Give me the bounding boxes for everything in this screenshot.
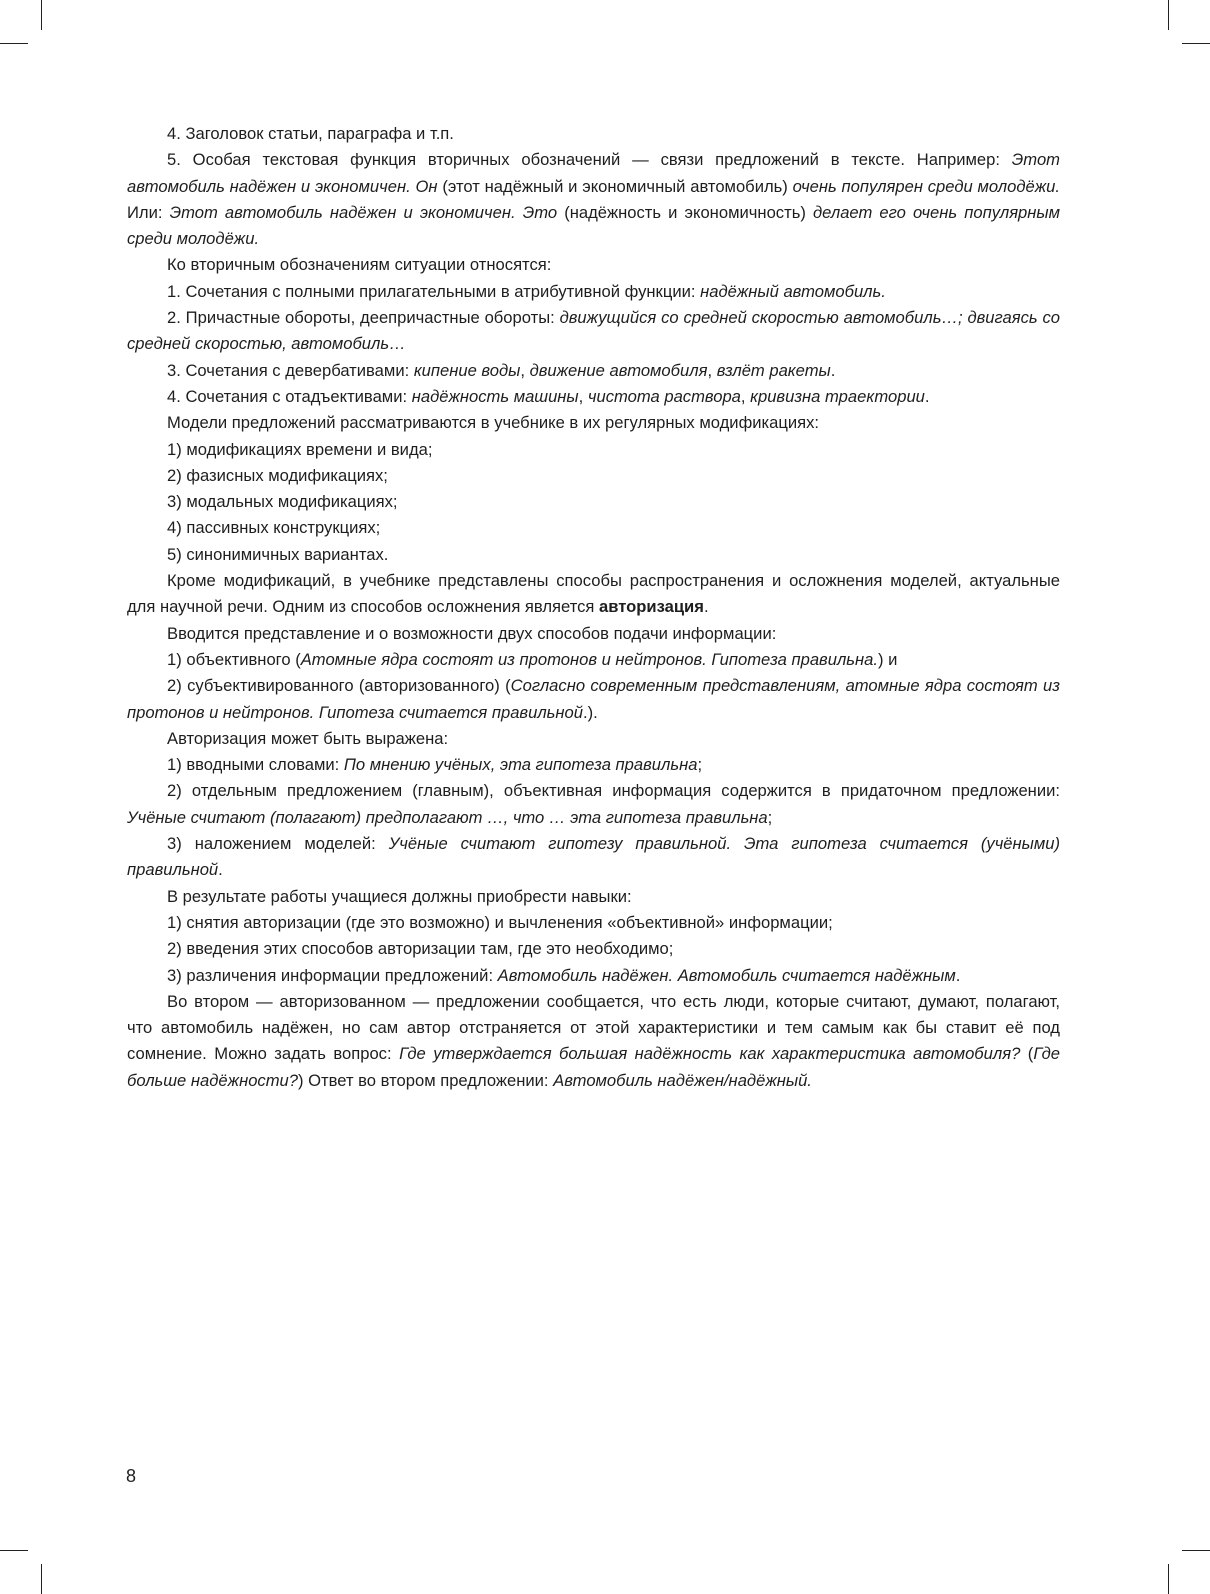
italic-example: очень популярен среди молодёжи. bbox=[792, 176, 1060, 196]
bold-term: авторизация bbox=[599, 597, 704, 617]
text-run: 4. Сочетания с отадъективами: bbox=[167, 386, 412, 406]
italic-example: надёжность машины bbox=[411, 386, 579, 406]
paragraph bbox=[127, 989, 1060, 1094]
text-run: , bbox=[707, 360, 717, 380]
text-run: 2) отдельным предложением (главным), объективная информация содержится в придаточном предложении: bbox=[167, 781, 1060, 801]
paragraph bbox=[127, 279, 1060, 305]
text-run: ; bbox=[697, 755, 703, 775]
paragraph bbox=[127, 673, 1060, 726]
text-run: Авторизация может быть выражена: bbox=[167, 728, 449, 748]
text-run: 1) объективного ( bbox=[167, 649, 301, 669]
text-run: (этот надёжный и экономичный автомобиль) bbox=[437, 176, 793, 196]
text-run: . bbox=[703, 597, 709, 617]
italic-example: надёжный автомобиль. bbox=[700, 281, 886, 301]
paragraph bbox=[127, 358, 1060, 384]
text-run: 2. Причастные обороты, деепричастные обороты: bbox=[167, 308, 560, 328]
paragraph bbox=[127, 621, 1060, 647]
italic-example: Где больше надёжности? bbox=[127, 1044, 1061, 1090]
italic-example: делает его очень популярным среди молодёжи. bbox=[127, 202, 1060, 249]
crop-mark bbox=[1168, 1564, 1169, 1594]
text-run: В результате работы учащиеся должны приобрести навыки: bbox=[167, 886, 632, 906]
paragraph bbox=[127, 515, 1060, 541]
paragraph bbox=[127, 726, 1060, 752]
text-run: (надёжность и экономичность) bbox=[557, 202, 813, 222]
text-run: 2) субъективированного (авторизованного) ( bbox=[167, 676, 511, 696]
crop-mark bbox=[1168, 0, 1169, 30]
text-run: 4) пассивных конструкциях; bbox=[167, 518, 381, 538]
text-run: Во втором — авторизованном — предложении сообщается, что есть люди, которые считают, думают, полагают, что автомобиль надёжен, но сам автор отстраняется от этой характеристики и тем самым как бы ставит её под сомнение. Можно задать вопрос: bbox=[127, 991, 1060, 1064]
text-run: Вводится представление и о возможности двух способов подачи информации: bbox=[167, 623, 777, 643]
italic-example: Этот автомобиль надёжен и экономичен. Он bbox=[127, 150, 1060, 196]
text-run: ) и bbox=[878, 649, 898, 669]
paragraph bbox=[127, 963, 1060, 989]
italic-example: Атомные ядра состоят из протонов и нейтронов. Гипотеза правильна. bbox=[300, 649, 878, 669]
paragraph bbox=[127, 305, 1060, 358]
italic-example: кривизна траектории bbox=[750, 386, 925, 406]
text-run: 3) модальных модификациях; bbox=[167, 492, 398, 512]
text-run: . bbox=[955, 965, 961, 985]
text-run: , bbox=[578, 386, 588, 406]
paragraph bbox=[127, 410, 1060, 436]
paragraph bbox=[127, 910, 1060, 936]
paragraph bbox=[127, 647, 1060, 673]
italic-example: движущийся со средней скоростью автомобиль…; двигаясь со средней скоростью, автомобиль… bbox=[127, 308, 1060, 354]
text-run: 5. Особая текстовая функция вторичных обозначений — связи предложений в тексте. Например: bbox=[167, 150, 1012, 170]
italic-example: Автомобиль надёжен/надёжный. bbox=[553, 1070, 812, 1090]
crop-mark bbox=[41, 0, 42, 30]
italic-example: Учёные считают (полагают) предполагают …, что … эта гипотеза правильна bbox=[127, 807, 768, 827]
text-run: 5) синонимичных вариантах. bbox=[167, 544, 389, 564]
text-run: 2) фазисных модификациях; bbox=[167, 465, 388, 485]
text-run: 1. Сочетания с полными прилагательными в атрибутивной функции: bbox=[167, 281, 701, 301]
body-text bbox=[127, 121, 1060, 1094]
crop-mark bbox=[41, 1564, 42, 1594]
paragraph bbox=[127, 437, 1060, 463]
paragraph bbox=[127, 542, 1060, 568]
paragraph bbox=[127, 884, 1060, 910]
paragraph bbox=[127, 384, 1060, 410]
paragraph bbox=[127, 568, 1060, 621]
italic-example: чистота раствора bbox=[587, 386, 741, 406]
text-run: ( bbox=[1020, 1044, 1034, 1064]
text-run: 1) вводными словами: bbox=[167, 755, 344, 775]
text-run: Или: bbox=[127, 202, 170, 222]
text-run: , bbox=[740, 386, 751, 406]
text-run: ) Ответ во втором предложении: bbox=[298, 1070, 554, 1090]
italic-example: кипение воды bbox=[413, 360, 521, 380]
text-run: . bbox=[924, 386, 930, 406]
text-run: 1) модификациях времени и вида; bbox=[167, 439, 433, 459]
italic-example: взлёт ракеты bbox=[716, 360, 831, 380]
text-run: 1) снятия авторизации (где это возможно) и вычленения «объективной» информации; bbox=[167, 912, 833, 932]
paragraph bbox=[127, 936, 1060, 962]
italic-example: Этот автомобиль надёжен и экономичен. Это bbox=[169, 202, 558, 222]
italic-example: движение автомобиля bbox=[529, 360, 708, 380]
paragraph bbox=[127, 463, 1060, 489]
crop-mark bbox=[0, 1550, 28, 1551]
text-run: .). bbox=[583, 702, 598, 722]
text-run: Модели предложений рассматриваются в учебнике в их регулярных модификациях: bbox=[167, 413, 820, 433]
text-run: Ко вторичным обозначениям ситуации относятся: bbox=[167, 255, 552, 275]
text-run: 2) введения этих способов авторизации там, где это необходимо; bbox=[167, 939, 674, 959]
text-run: ; bbox=[767, 807, 773, 827]
paragraph bbox=[127, 121, 1060, 147]
text-run: 4. Заголовок статьи, параграфа и т.п. bbox=[167, 124, 454, 143]
paragraph bbox=[127, 252, 1060, 278]
italic-example: Автомобиль надёжен. Автомобиль считается надёжным bbox=[497, 965, 956, 985]
text-run: Кроме модификаций, в учебнике представлены способы распространения и осложнения моделей, актуальные для научной речи. Одним из способов осложнения является bbox=[127, 571, 1060, 617]
italic-example: Согласно современным представлениям, атомные ядра состоят из протонов и нейтронов. Гипотеза считается правильной bbox=[127, 676, 1061, 722]
text-run: . bbox=[830, 360, 836, 380]
paragraph bbox=[127, 489, 1060, 515]
paragraph bbox=[127, 147, 1060, 252]
page-number: 8 bbox=[126, 1466, 137, 1486]
crop-mark bbox=[1182, 43, 1210, 44]
italic-example: Где утверждается большая надёжность как характеристика автомобиля? bbox=[399, 1044, 1021, 1064]
paragraph bbox=[127, 831, 1060, 884]
crop-mark bbox=[0, 43, 28, 44]
paragraph bbox=[127, 778, 1060, 831]
crop-mark bbox=[1182, 1550, 1210, 1551]
text-run: 3) различения информации предложений: bbox=[167, 965, 498, 985]
italic-example: По мнению учёных, эта гипотеза правильна bbox=[343, 755, 698, 775]
italic-example: Учёные считают гипотезу правильной. Эта гипотеза считается (учёными) правильной bbox=[127, 834, 1060, 880]
paragraph bbox=[127, 752, 1060, 778]
text-run: . bbox=[218, 860, 223, 880]
text-run: , bbox=[520, 360, 530, 380]
text-run: 3. Сочетания с девербативами: bbox=[167, 360, 414, 380]
text-run: 3) наложением моделей: bbox=[167, 834, 389, 854]
